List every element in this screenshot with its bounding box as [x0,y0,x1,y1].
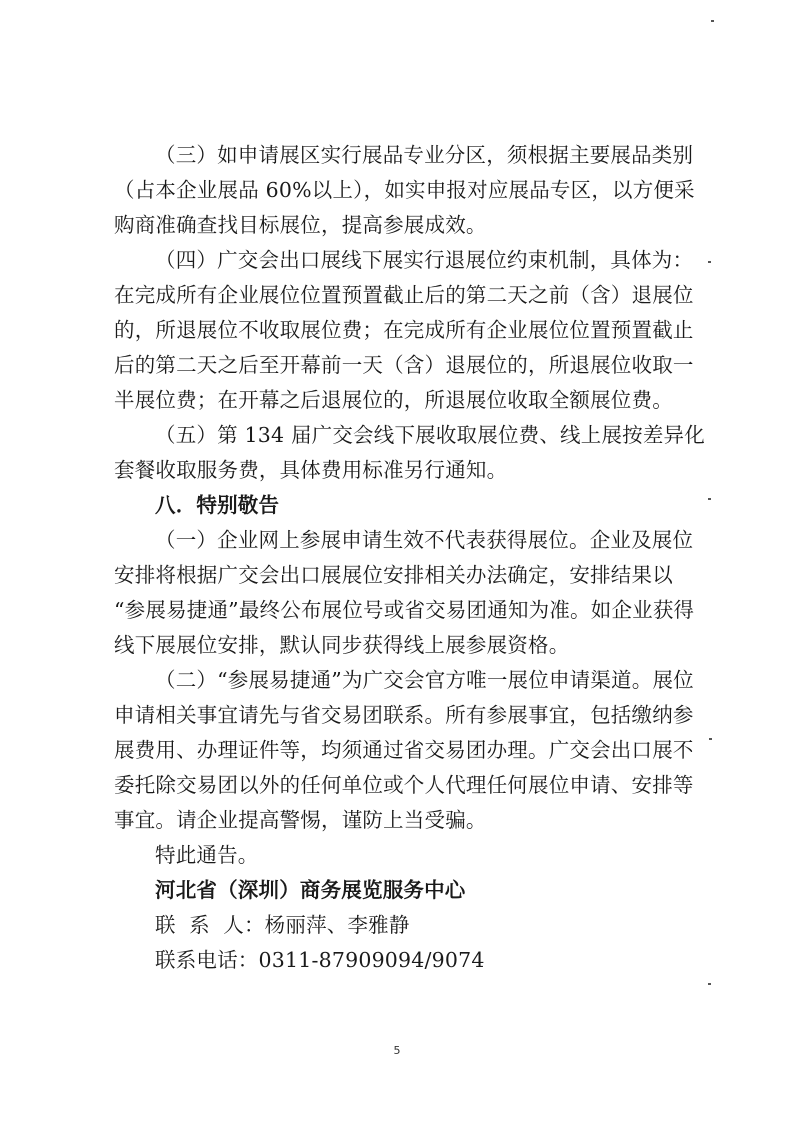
notice-paragraph-2 [114,663,704,838]
text-line: （二）“参展易捷通”为广交会官方唯一展位申请渠道。展位 [155,668,694,692]
text-line: （一）企业网上参展申请生效不代表获得展位。企业及展位 [155,528,694,552]
closing-notice: 特此通告。 [155,843,259,867]
organization-name: 河北省（深圳）商务展览服务中心 [155,878,466,902]
text-line: 线下展展位安排，默认同步获得线上展参展资格。 [114,633,570,657]
notice-paragraph-1 [114,523,704,663]
page-number: 5 [393,1044,401,1057]
scan-mark [708,261,711,263]
scan-mark [708,498,711,500]
text-line: （四）广交会出口展线下展实行退展位约束机制，具体为： [155,248,694,272]
scan-mark [711,20,714,22]
text-line: （五）第 134 届广交会线下展收取展位费、线上展按差异化 [155,423,705,447]
text-line: 申请相关事宜请先与省交易团联系。所有参展事宜，包括缴纳参 [114,703,694,727]
scan-mark [708,983,711,985]
text-line: （占本企业展品 60%以上），如实申报对应展品专区，以方便采 [114,178,695,202]
text-line: 后的第二天之后至开幕前一天（含）退展位的，所退展位收取一 [114,353,694,377]
paragraph-item-4 [114,243,704,418]
text-line: 购商准确查找目标展位，提高参展成效。 [114,213,487,237]
text-line: “参展易捷通”最终公布展位号或省交易团通知为准。如企业获得 [114,598,695,622]
text-line: （三）如申请展区实行展品专业分区，须根据主要展品类别 [155,143,694,167]
scan-mark [709,738,712,740]
text-line: 套餐收取服务费，具体费用标准另行通知。 [114,458,508,482]
contact-phone: 联系电话：0311-87909094/9074 [155,948,485,972]
text-line: 安排将根据广交会出口展展位安排相关办法确定，安排结果以 [114,563,673,587]
text-line: 在完成所有企业展位位置预置截止后的第二天之前（含）退展位 [114,283,694,307]
paragraph-item-5 [114,418,704,488]
text-line: 的，所退展位不收取展位费；在完成所有企业展位位置预置截止 [114,318,694,342]
text-line: 半展位费；在开幕之后退展位的，所退展位收取全额展位费。 [114,388,673,412]
text-line: 展费用、办理证件等，均须通过省交易团办理。广交会出口展不 [114,738,694,762]
text-line: 事宜。请企业提高警惕，谨防上当受骗。 [114,808,487,832]
section-heading-special-notice: 八．特别敬告 [155,493,280,517]
text-line: 委托除交易团以外的任何单位或个人代理任何展位申请、安排等 [114,773,694,797]
paragraph-item-3 [114,138,704,243]
contact-person: 联 系 人：杨丽萍、李雅静 [155,913,410,937]
document-body [114,138,704,978]
